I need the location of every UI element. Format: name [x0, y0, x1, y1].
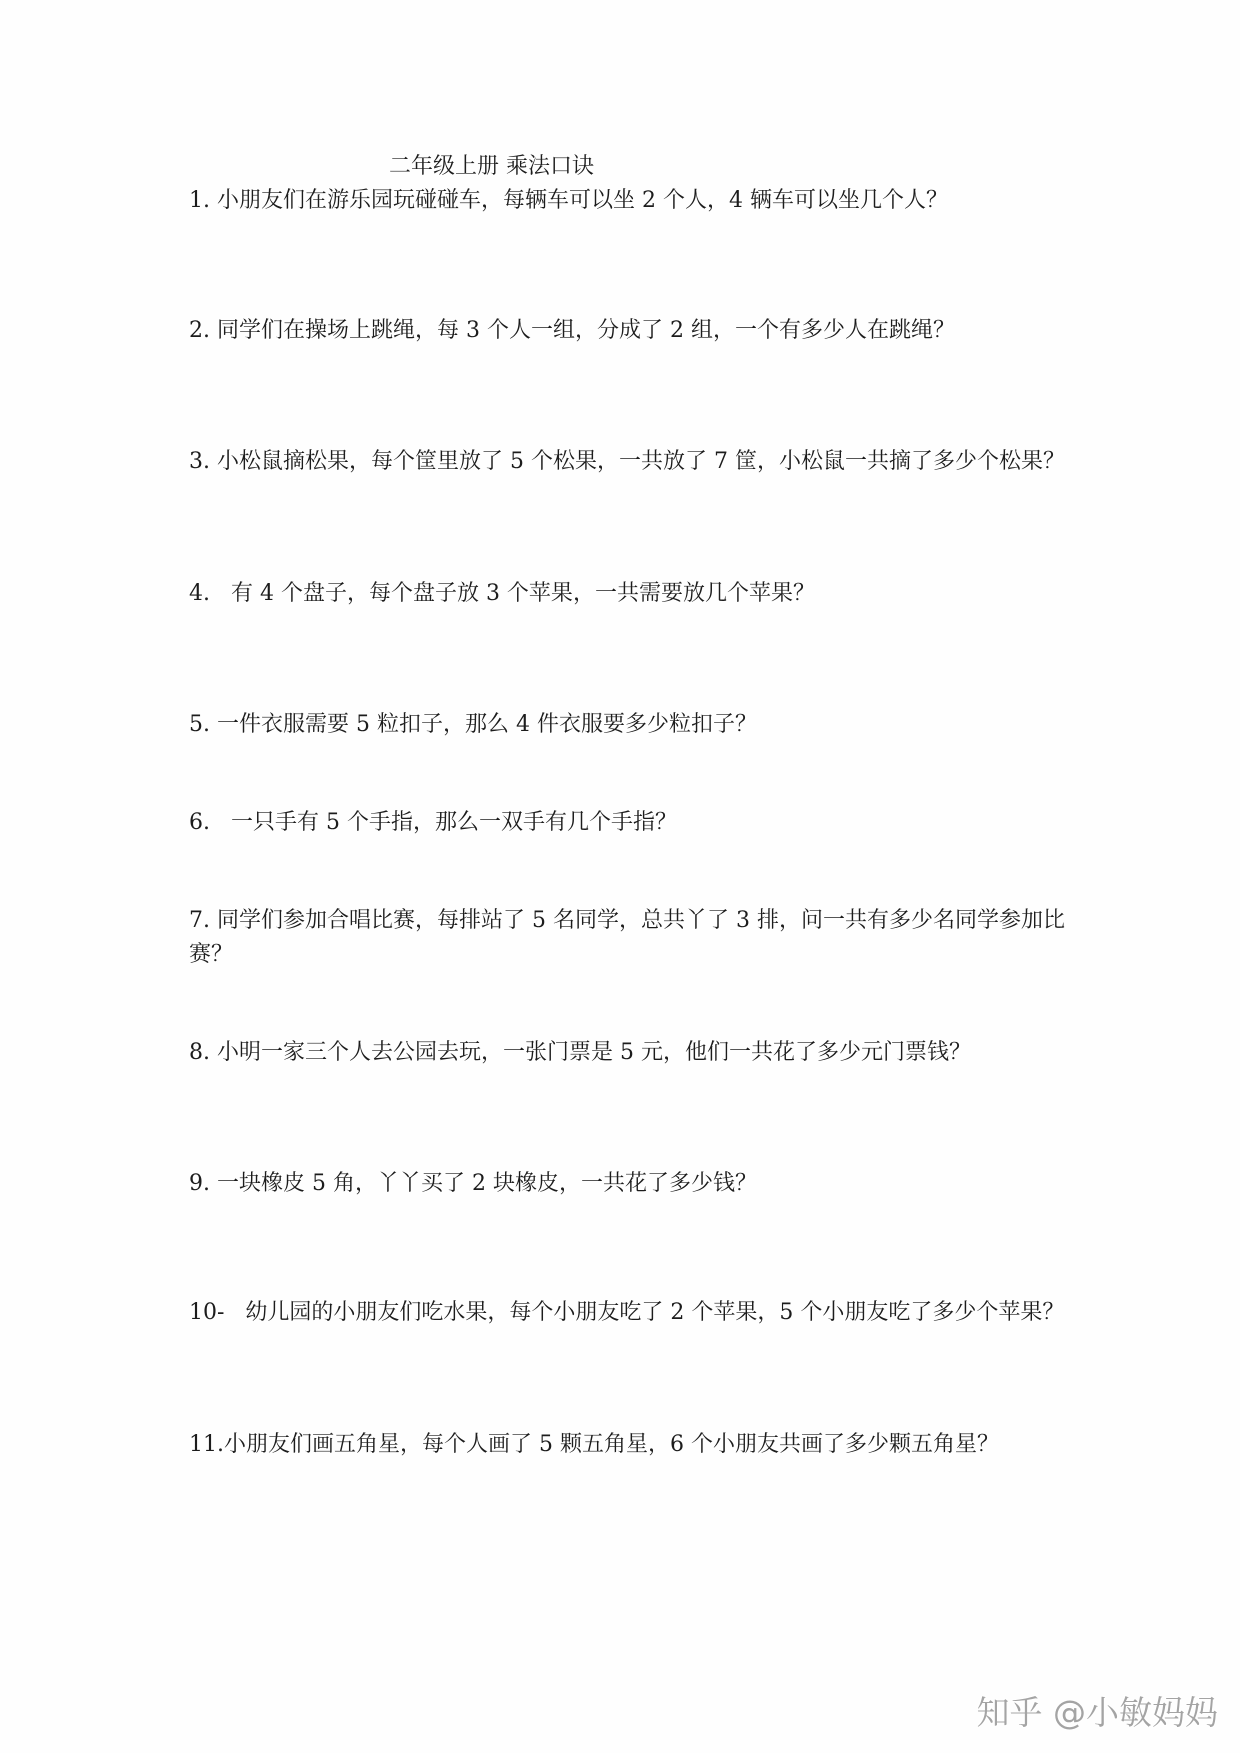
- question-text: 11.小朋友们画五角星，每个人画了 5 颗五角星，6 个小朋友共画了多少颗五角星？: [189, 1432, 999, 1457]
- zhihu-watermark: 知乎 @小敏妈妈: [976, 1693, 1218, 1732]
- worksheet-title: 二年级上册 乘法口诀: [389, 154, 594, 179]
- question-text: 10- 幼儿园的小朋友们吃水果，每个小朋友吃了 2 个苹果，5 个小朋友吃了多少个苹果？: [189, 1300, 1065, 1325]
- question-8: [189, 1036, 971, 1070]
- question-10: [189, 1296, 1064, 1330]
- question-5: [189, 708, 757, 742]
- question-7: [189, 904, 1065, 972]
- question-9: [189, 1167, 757, 1201]
- question-text: 1. 小朋友们在游乐园玩碰碰车，每辆车可以坐 2 个人，4 辆车可以坐几个人？: [189, 188, 948, 213]
- question-text: 5. 一件衣服需要 5 粒扣子，那么 4 件衣服要多少粒扣子？: [189, 712, 757, 737]
- question-11: [189, 1428, 999, 1462]
- question-6: [189, 806, 677, 840]
- question-4: [189, 577, 815, 611]
- question-text: 9. 一块橡皮 5 角，丫丫买了 2 块橡皮，一共花了多少钱？: [189, 1171, 757, 1196]
- question-text: 4. 有 4 个盘子，每个盘子放 3 个苹果，一共需要放几个苹果？: [189, 581, 815, 606]
- question-1: [189, 184, 948, 218]
- question-text: 6. 一只手有 5 个手指，那么一双手有几个手指？: [189, 810, 677, 835]
- question-3: [189, 445, 1065, 479]
- question-text-continued: 赛？: [189, 942, 234, 967]
- question-2: [189, 314, 955, 348]
- question-text: 2. 同学们在操场上跳绳，每 3 个人一组，分成了 2 组，一个有多少人在跳绳？: [189, 318, 955, 343]
- question-text: 7. 同学们参加合唱比赛，每排站了 5 名同学，总共丫了 3 排，问一共有多少名同学参加比: [189, 908, 1065, 933]
- question-text: 3. 小松鼠摘松果，每个筐里放了 5 个松果，一共放了 7 筐，小松鼠一共摘了多少个松果？: [189, 449, 1065, 474]
- question-text: 8. 小明一家三个人去公园去玩，一张门票是 5 元，他们一共花了多少元门票钱？: [189, 1040, 971, 1065]
